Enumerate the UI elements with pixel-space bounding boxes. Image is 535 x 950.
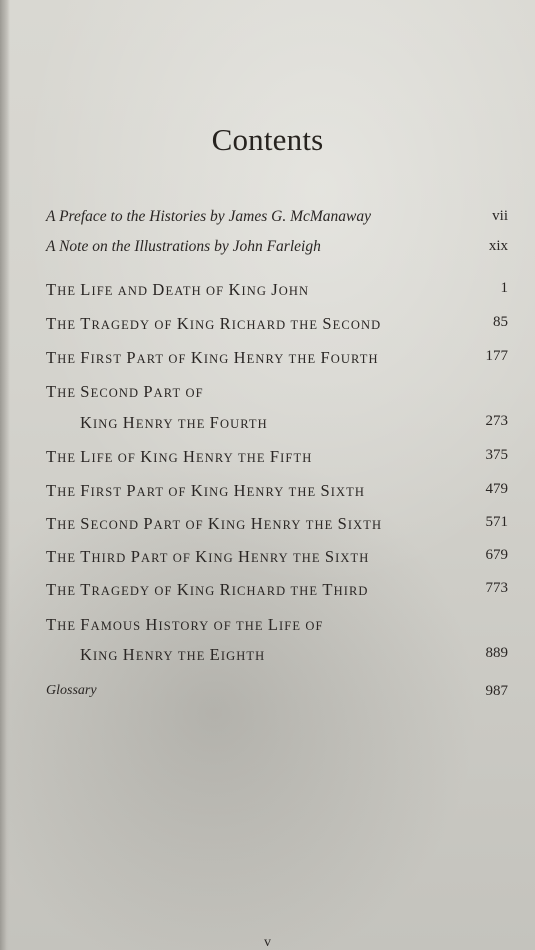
- toc-entry-page: 1: [500, 280, 508, 296]
- toc-entry-page: 571: [485, 514, 508, 530]
- toc-entry-title: THE LIFE AND DEATH OF KING JOHN: [46, 280, 310, 299]
- toc-entry-title: THE FAMOUS HISTORY OF THE LIFE OF: [46, 615, 324, 634]
- toc-entry-title: THE SECOND PART OF: [46, 382, 204, 401]
- toc-entry-title: THE TRAGEDY OF KING RICHARD THE SECOND: [46, 314, 382, 333]
- toc-entry-page: 273: [485, 413, 508, 429]
- toc-entry-page: 679: [485, 547, 508, 563]
- toc-entry-title: THE FIRST PART OF KING HENRY THE SIXTH: [46, 481, 366, 500]
- toc-entry-title: Glossary: [46, 683, 97, 698]
- toc-entry-page: 177: [485, 348, 508, 364]
- toc-entry-title: THE TRAGEDY OF KING RICHARD THE THIRD: [46, 580, 369, 599]
- toc-entry-page: 479: [485, 481, 508, 497]
- toc-entry-page: xix: [488, 238, 508, 254]
- toc-entry-title-continued: KING HENRY THE EIGHTH: [80, 645, 266, 664]
- toc-entry-page: 85: [493, 314, 508, 330]
- toc-entry-title: A Preface to the Histories by James G. McManaway: [46, 208, 371, 225]
- toc-entry-page: 375: [485, 447, 508, 463]
- toc-entry-page: vii: [492, 208, 508, 224]
- toc-entry-title: THE THIRD PART OF KING HENRY THE SIXTH: [46, 547, 370, 566]
- toc-entry-title-continued: KING HENRY THE FOURTH: [80, 413, 268, 432]
- toc-entry-title: THE LIFE OF KING HENRY THE FIFTH: [46, 447, 313, 466]
- toc-entry-page: 987: [485, 683, 508, 699]
- toc-entry-page: 889: [485, 645, 508, 661]
- page-title: Contents: [211, 122, 324, 157]
- toc-entry-page: 773: [485, 580, 508, 596]
- toc-entry-title: A Note on the Illustrations by John Farleigh: [46, 238, 321, 255]
- page-number: v: [264, 935, 271, 950]
- toc-entry-title: THE SECOND PART OF KING HENRY THE SIXTH: [46, 514, 383, 533]
- toc-entry-title: THE FIRST PART OF KING HENRY THE FOURTH: [46, 348, 379, 367]
